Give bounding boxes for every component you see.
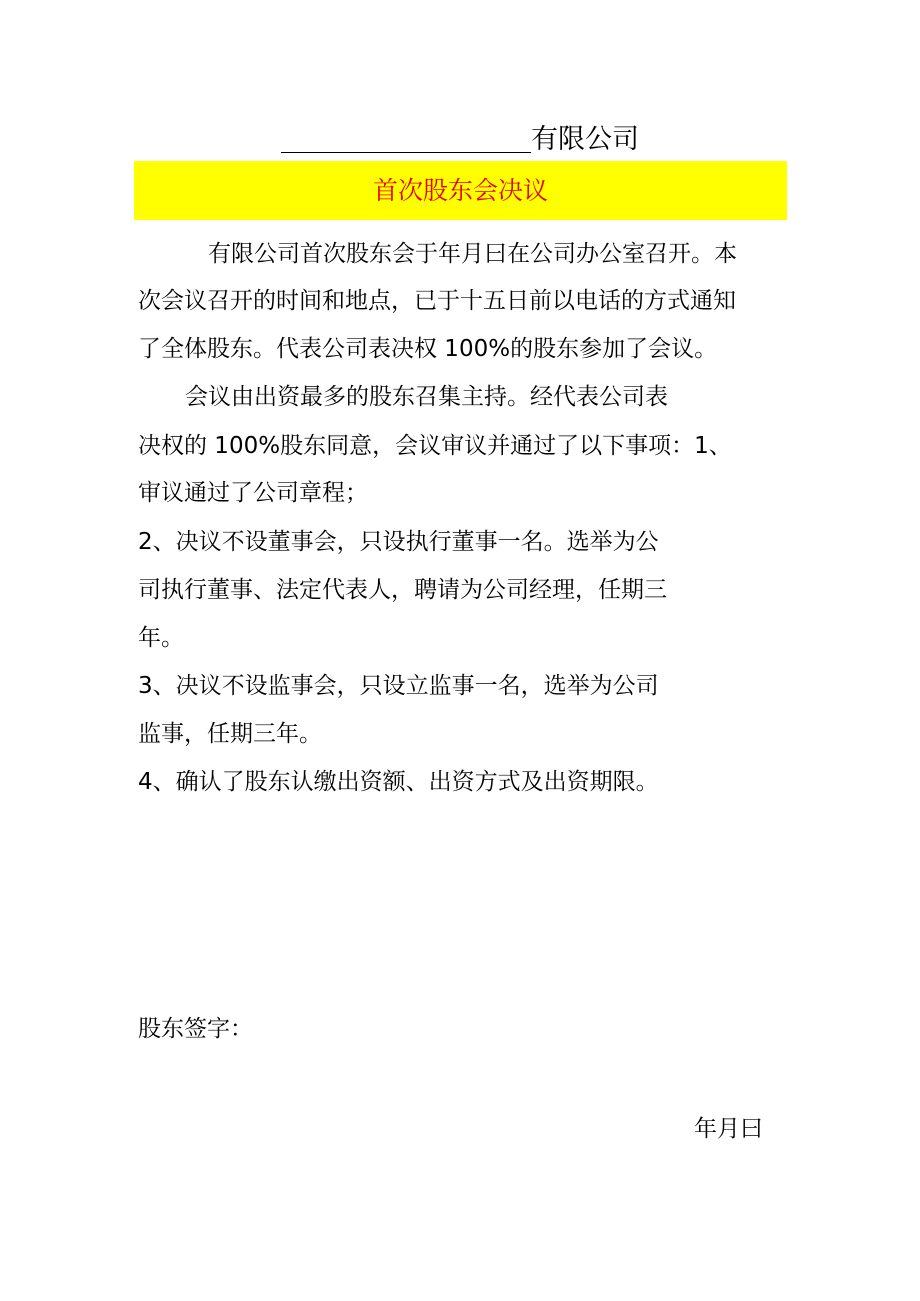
- body-line: 有限公司首次股东会于年月曰在公司办公室召开。本: [208, 241, 737, 267]
- company-name-line: [0, 122, 920, 158]
- resolution-item: 3、决议不设监事会，只设立监事一名，选举为公司: [138, 673, 659, 699]
- body-line: 监事，任期三年。: [138, 721, 322, 747]
- body-line: 年。: [138, 625, 184, 651]
- body-line: 司执行董事、法定代表人，聘请为公司经理，任期三: [138, 577, 667, 603]
- resolution-item: 4、确认了股东认缴出资额、出资方式及出资期限。: [138, 769, 659, 795]
- company-name-blank: [281, 124, 531, 153]
- date-label: 年月曰: [694, 1116, 763, 1142]
- body-line: 次会议召开的时间和地点，已于十五日前以电话的方式通知: [138, 288, 736, 314]
- body-line: 决权的 100%股东同意，会议审议并通过了以下事项：1、: [138, 433, 732, 459]
- document-title: 首次股东会决议: [372, 176, 548, 205]
- body-line: 审议通过了公司章程；: [138, 480, 368, 506]
- company-suffix: 有限公司: [531, 124, 639, 155]
- title-highlight-band: [134, 161, 787, 220]
- body-line: 了全体股东。代表公司表决权 100%的股东参加了会议。: [138, 336, 718, 362]
- body-line: 会议由出资最多的股东召集主持。经代表公司表: [185, 384, 668, 410]
- resolution-item: 2、决议不设董事会，只设执行董事一名。选举为公: [138, 529, 659, 555]
- shareholder-signature-label: 股东签字：: [138, 1016, 253, 1042]
